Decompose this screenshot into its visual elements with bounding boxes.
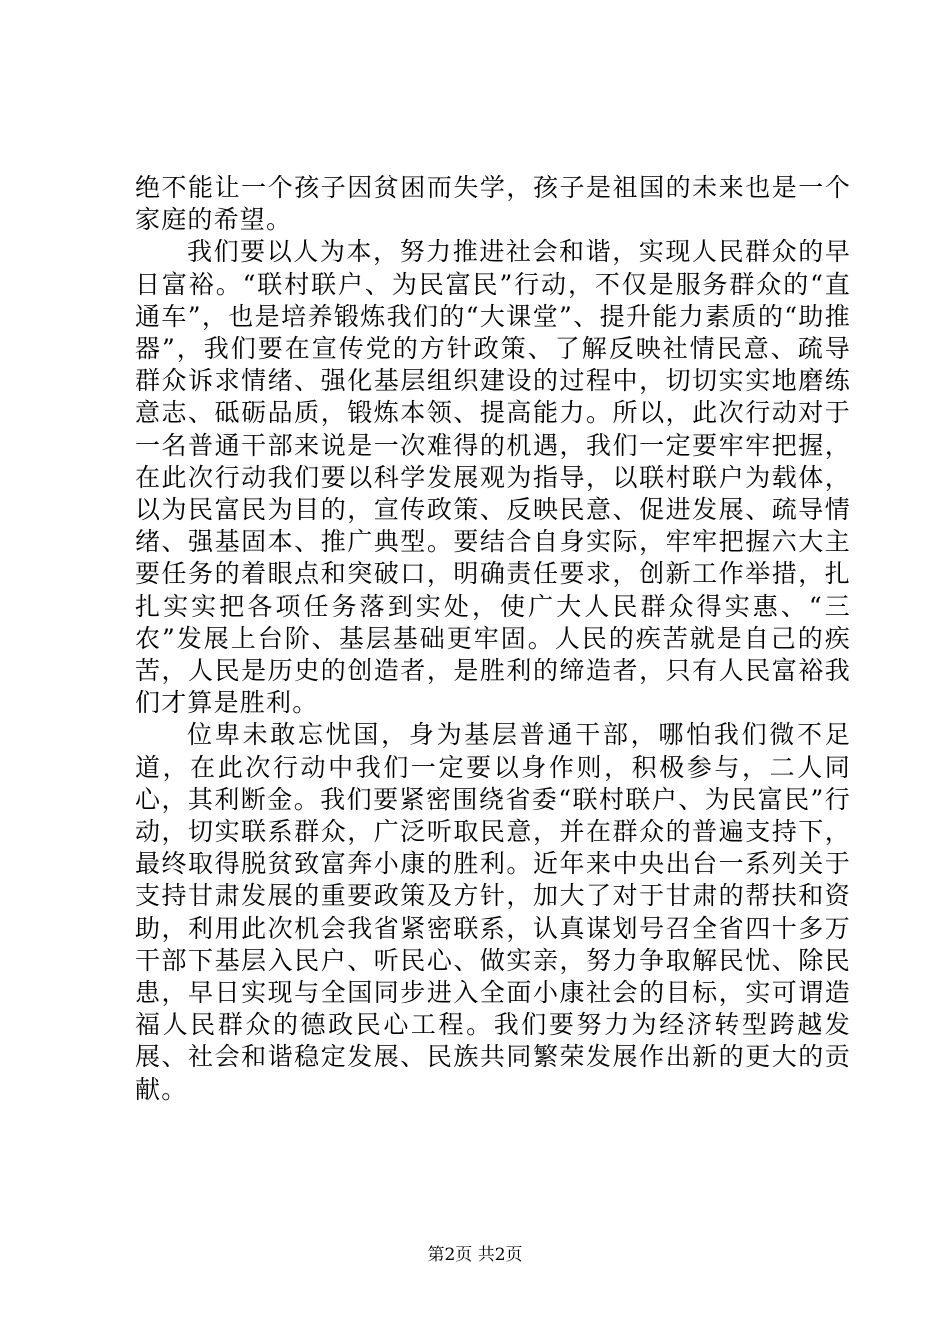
paragraph-2: 我们要以人为本，努力推进社会和谐，实现人民群众的早日富裕。“联村联户、为民富民”行动，不仅是服务群众的“直通车”，也是培养锻炼我们的“大课堂”、提升能力素质的“助推器”，我们要在宣传党的方针政策、了解反映社情民意、疏导群众诉求情绪、强化基层组织建设的过程中，切切实实地磨练意志、砥砺品质，锻炼本领、提高能力。所以，此次行动对于一名普通干部来说是一次难得的机遇，我们一定要牢牢把握，在此次行动我们要以科学发展观为指导，以联村联户为载体，以为民富民为目的，宣传政策、反映民意、促进发展、疏导情绪、强基固本、推广典型。要结合自身实际，牢牢把握六大主要任务的着眼点和突破口，明确责任要求，创新工作举措，扎扎实实把各项任务落到实处，使广大人民群众得实惠、“三农”发展上台阶、基层基础更牢固。人民的疾苦就是自己的疾苦，人民是历史的创造者，是胜利的缔造者，只有人民富裕我们才算是胜利。 bbox=[135, 237, 851, 718]
document-body bbox=[135, 172, 851, 1106]
paragraph-3: 位卑未敢忘忧国，身为基层普通干部，哪怕我们微不足道，在此次行动中我们一定要以身作则，积极参与，二人同心，其利断金。我们要紧密围绕省委“联村联户、为民富民”行动，切实联系群众，广泛听取民意，并在群众的普遍支持下，最终取得脱贫致富奔小康的胜利。近年来中央出台一系列关于支持甘肃发展的重要政策及方针，加大了对于甘肃的帮扶和资助，利用此次机会我省紧密联系，认真谋划号召全省四十多万干部下基层入民户、听民心、做实亲，努力争取解民忧、除民患，早日实现与全国同步进入全面小康社会的目标，实可谓造福人民群众的德政民心工程。我们要努力为经济转型跨越发展、社会和谐稳定发展、民族共同繁荣发展作出新的更大的贡献。 bbox=[135, 720, 851, 1104]
paragraph-1: 绝不能让一个孩子因贫困而失学，孩子是祖国的未来也是一个家庭的希望。 bbox=[135, 173, 851, 235]
page-footer: 第2页 共2页 bbox=[427, 1245, 523, 1265]
